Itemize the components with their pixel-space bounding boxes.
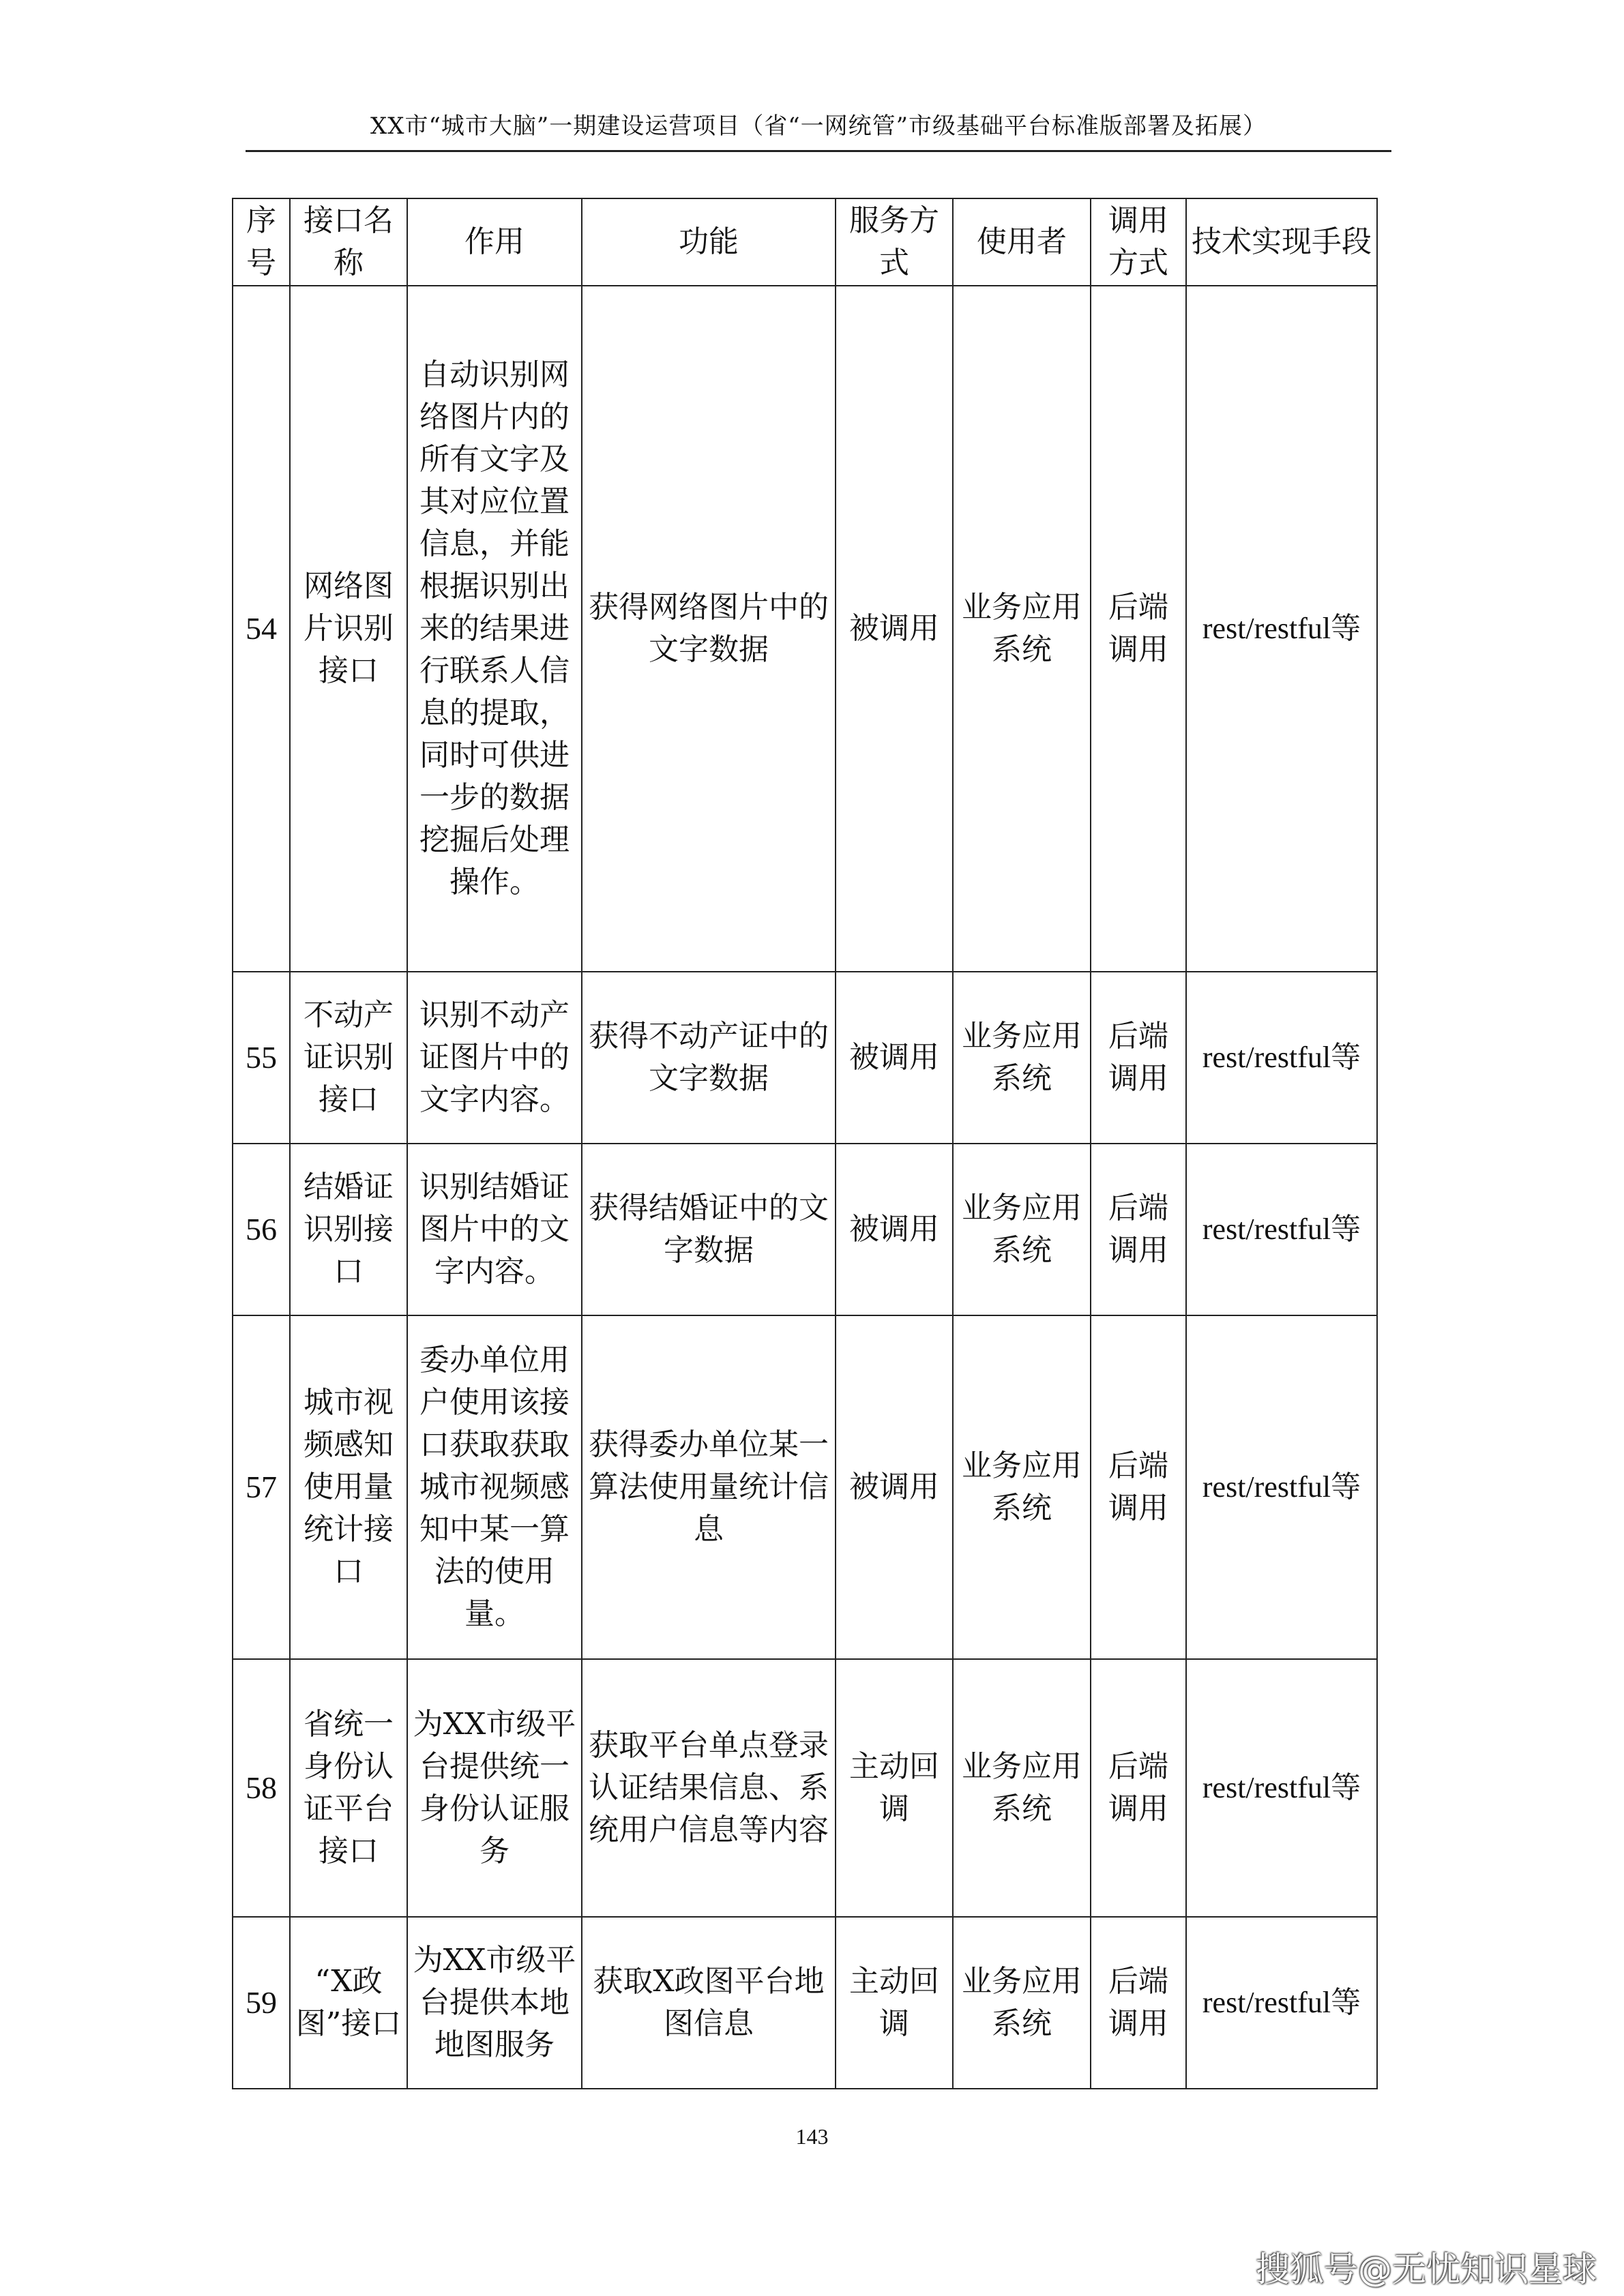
cell-call: 后端调用 — [1091, 286, 1186, 972]
table-header-row — [233, 198, 1377, 286]
table-row — [233, 1659, 1377, 1917]
page-number: 143 — [795, 2124, 829, 2149]
cell-service: 被调用 — [836, 1144, 953, 1315]
cell-no: 54 — [233, 286, 290, 972]
cell-function: 获得不动产证中的文字数据 — [582, 972, 836, 1144]
cell-call: 后端调用 — [1091, 972, 1186, 1144]
cell-no: 55 — [233, 972, 290, 1144]
cell-name: 网络图片识别接口 — [290, 286, 407, 972]
cell-name: 省统一身份认证平台接口 — [290, 1659, 407, 1917]
cell-tech: rest/restful等 — [1186, 1659, 1377, 1917]
cell-tech: rest/restful等 — [1186, 972, 1377, 1144]
cell-user: 业务应用系统 — [953, 286, 1091, 972]
watermark-text: 搜狐号@无忧知识星球 — [1256, 2250, 1597, 2289]
cell-tech: rest/restful等 — [1186, 286, 1377, 972]
cell-call: 后端调用 — [1091, 1917, 1186, 2089]
col-header-purpose: 作用 — [407, 198, 582, 286]
cell-purpose: 自动识别网络图片内的所有文字及其对应位置信息，并能根据识别出来的结果进行联系人信息的提取，同时可供进一步的数据挖掘后处理操作。 — [407, 286, 582, 972]
col-header-call: 调用方式 — [1091, 198, 1186, 286]
cell-purpose: 委办单位用户使用该接口获取获取城市视频感知中某一算法的使用量。 — [407, 1315, 582, 1659]
cell-service: 主动回调 — [836, 1917, 953, 2089]
col-header-tech: 技术实现手段 — [1186, 198, 1377, 286]
cell-call: 后端调用 — [1091, 1144, 1186, 1315]
cell-purpose: 为XX市级平台提供统一身份认证服务 — [407, 1659, 582, 1917]
cell-function: 获得委办单位某一算法使用量统计信息 — [582, 1315, 836, 1659]
document-title: XX市“城市大脑”一期建设运营项目（省“一网统管”市级基础平台标准版部署及拓展） — [370, 113, 1267, 140]
cell-no: 56 — [233, 1144, 290, 1315]
cell-purpose: 识别结婚证图片中的文字内容。 — [407, 1144, 582, 1315]
cell-call: 后端调用 — [1091, 1315, 1186, 1659]
cell-function: 获取X政图平台地图信息 — [582, 1917, 836, 2089]
cell-function: 获得结婚证中的文字数据 — [582, 1144, 836, 1315]
cell-user: 业务应用系统 — [953, 972, 1091, 1144]
cell-service: 主动回调 — [836, 1659, 953, 1917]
cell-call: 后端调用 — [1091, 1659, 1186, 1917]
cell-purpose: 识别不动产证图片中的文字内容。 — [407, 972, 582, 1144]
cell-user: 业务应用系统 — [953, 1659, 1091, 1917]
cell-user: 业务应用系统 — [953, 1917, 1091, 2089]
cell-function: 获得网络图片中的文字数据 — [582, 286, 836, 972]
cell-tech: rest/restful等 — [1186, 1315, 1377, 1659]
cell-tech: rest/restful等 — [1186, 1144, 1377, 1315]
cell-purpose: 为XX市级平台提供本地地图服务 — [407, 1917, 582, 2089]
cell-tech: rest/restful等 — [1186, 1917, 1377, 2089]
cell-no: 57 — [233, 1315, 290, 1659]
page-header — [246, 109, 1391, 152]
interface-table — [232, 198, 1378, 2089]
cell-service: 被调用 — [836, 286, 953, 972]
table-row — [233, 286, 1377, 972]
col-header-function: 功能 — [582, 198, 836, 286]
table-row — [233, 1917, 1377, 2089]
cell-name: “X政图”接口 — [290, 1917, 407, 2089]
cell-name: 不动产证识别接口 — [290, 972, 407, 1144]
col-header-no: 序号 — [233, 198, 290, 286]
cell-function: 获取平台单点登录认证结果信息、系统用户信息等内容 — [582, 1659, 836, 1917]
table-row — [233, 1315, 1377, 1659]
col-header-user: 使用者 — [953, 198, 1091, 286]
cell-no: 58 — [233, 1659, 290, 1917]
cell-service: 被调用 — [836, 1315, 953, 1659]
table-row — [233, 1144, 1377, 1315]
cell-user: 业务应用系统 — [953, 1144, 1091, 1315]
col-header-name: 接口名称 — [290, 198, 407, 286]
cell-user: 业务应用系统 — [953, 1315, 1091, 1659]
cell-name: 结婚证识别接口 — [290, 1144, 407, 1315]
cell-no: 59 — [233, 1917, 290, 2089]
cell-service: 被调用 — [836, 972, 953, 1144]
table-row — [233, 972, 1377, 1144]
cell-name: 城市视频感知使用量统计接口 — [290, 1315, 407, 1659]
col-header-service: 服务方式 — [836, 198, 953, 286]
